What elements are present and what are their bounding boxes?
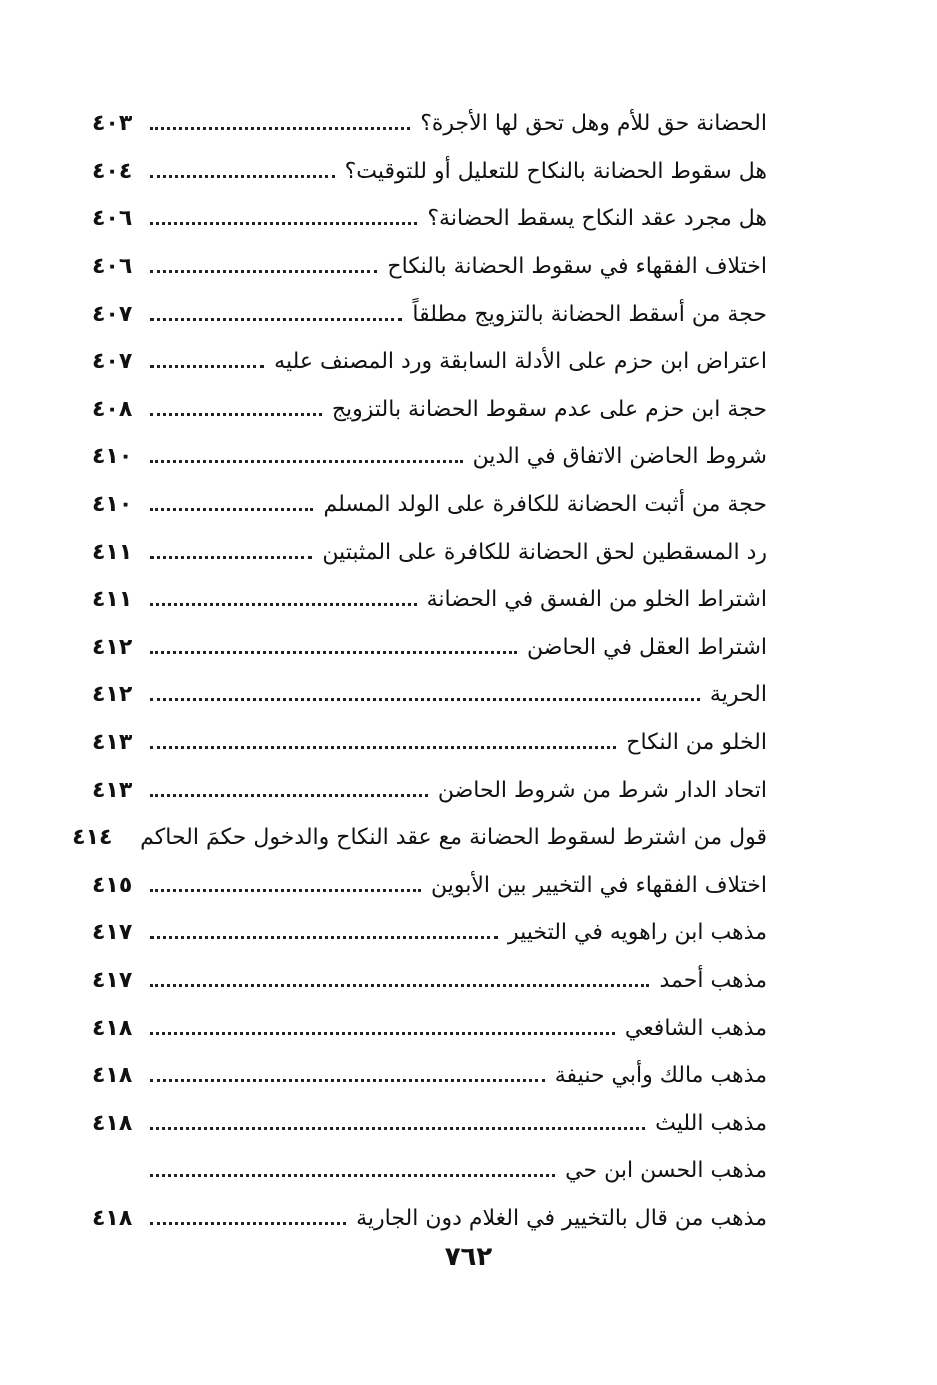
entry-page-number: ٤١١ [92, 539, 133, 565]
dot-leader [150, 1174, 555, 1177]
dot-leader [150, 270, 377, 273]
entry-page-number: ٤١٧ [92, 967, 133, 993]
entry-title: اشتراط العقل في الحاضن [527, 634, 767, 660]
entry-page-number: ٤١٢ [92, 682, 133, 708]
entry-title: حجة من أسقط الحضانة بالتزويج مطلقاً [412, 301, 767, 327]
page-number: ٧٦٢ [444, 1242, 493, 1272]
entry-page-number: ٤١٨ [92, 1063, 133, 1089]
toc-entry [92, 100, 767, 148]
toc-entry [92, 766, 767, 814]
dot-leader [150, 889, 421, 892]
entry-title: حجة من أثبت الحضانة للكافرة على الولد المسلم [323, 492, 767, 518]
toc-entry [92, 1099, 767, 1147]
entry-title: مذهب ابن راهويه في التخيير [507, 920, 767, 946]
table-of-contents [72, 100, 767, 1242]
entry-page-number: ٤١٤ [72, 825, 113, 851]
toc-entry [92, 433, 767, 481]
entry-page-number: ٤١٣ [92, 730, 133, 756]
entry-page-number: ٤١٥ [92, 872, 133, 898]
entry-title: اشتراط الخلو من الفسق في الحضانة [426, 587, 767, 613]
entry-title: هل مجرد عقد النكاح يسقط الحضانة؟ [427, 206, 767, 232]
dot-leader [150, 175, 335, 178]
entry-title: رد المسقطين لحق الحضانة للكافرة على المثبتين [322, 539, 767, 565]
toc-entry [92, 1195, 767, 1243]
toc-entry [92, 528, 767, 576]
entry-page-number: ٤١٣ [92, 777, 133, 803]
entry-title: اختلاف الفقهاء في سقوط الحضانة بالنكاح [387, 254, 767, 280]
dot-leader [150, 603, 417, 606]
dot-leader [150, 318, 402, 321]
dot-leader [150, 413, 322, 416]
entry-title: مذهب أحمد [659, 967, 767, 993]
entry-page-number: ٤١٨ [92, 1205, 133, 1231]
entry-page-number: ٤١٠ [92, 492, 133, 518]
entry-page-number: ٤٠٤ [92, 158, 133, 184]
toc-entry [92, 195, 767, 243]
entry-title: قول من اشترط لسقوط الحضانة مع عقد النكاح والدخول حكمَ الحاكم [140, 825, 767, 851]
toc-entry [92, 624, 767, 672]
entry-title: مذهب الشافعي [624, 1015, 767, 1041]
entry-title: مذهب الحسن ابن حي [565, 1158, 767, 1184]
entry-page-number: ٤٠٣ [92, 111, 133, 137]
entry-title: اعتراض ابن حزم على الأدلة السابقة ورد المصنف عليه [274, 349, 767, 375]
toc-entry [92, 386, 767, 434]
dot-leader [150, 746, 616, 749]
toc-entry [92, 957, 767, 1005]
toc-entry [92, 481, 767, 529]
dot-leader [150, 1127, 645, 1130]
entry-title: مذهب مالك وأبي حنيفة [554, 1063, 767, 1089]
toc-entry [92, 909, 767, 957]
toc-entry [92, 862, 767, 910]
dot-leader [150, 508, 313, 511]
dot-leader [150, 1079, 545, 1082]
dot-leader [150, 936, 498, 939]
entry-page-number: ٤١٧ [92, 920, 133, 946]
entry-title: اختلاف الفقهاء في التخيير بين الأبوين [431, 872, 767, 898]
dot-leader [150, 365, 264, 368]
toc-entry [92, 148, 767, 196]
dot-leader [150, 1032, 615, 1035]
entry-title: مذهب الليث [655, 1110, 767, 1136]
entry-page-number: ٤٠٦ [92, 206, 133, 232]
toc-entry [72, 814, 767, 862]
entry-title: مذهب من قال بالتخيير في الغلام دون الجارية [356, 1205, 767, 1231]
toc-entry [92, 290, 767, 338]
dot-leader [150, 127, 410, 130]
dot-leader [150, 794, 428, 797]
entry-page-number: ٤١٠ [92, 444, 133, 470]
toc-entry [92, 1004, 767, 1052]
entry-title: حجة ابن حزم على عدم سقوط الحضانة بالتزويج [331, 396, 767, 422]
entry-page-number: ٤٠٨ [92, 396, 133, 422]
entry-page-number: ٤١٨ [92, 1015, 133, 1041]
entry-title: شروط الحاضن الاتفاق في الدين [472, 444, 767, 470]
toc-entry [92, 338, 767, 386]
dot-leader [150, 651, 517, 654]
entry-title: الحضانة حق للأم وهل تحق لها الأجرة؟ [420, 111, 767, 137]
entry-title: اتحاد الدار شرط من شروط الحاضن [437, 777, 767, 803]
entry-title: هل سقوط الحضانة بالنكاح للتعليل أو للتوقيت؟ [344, 158, 767, 184]
dot-leader [150, 460, 463, 463]
dot-leader [150, 698, 700, 701]
toc-entry [92, 719, 767, 767]
toc-entry [92, 1052, 767, 1100]
dot-leader [150, 984, 649, 987]
dot-leader [150, 556, 312, 559]
entry-page-number: ٤١٨ [92, 1110, 133, 1136]
entry-title: الحرية [709, 682, 767, 708]
dot-leader [150, 1222, 346, 1225]
entry-page-number: ٤٠٦ [92, 254, 133, 280]
dot-leader [150, 222, 417, 225]
entry-title: الخلو من النكاح [626, 730, 767, 756]
toc-entry [92, 671, 767, 719]
entry-page-number: ٤٠٧ [92, 349, 133, 375]
toc-entry [92, 1147, 767, 1195]
entry-page-number: ٤١١ [92, 587, 133, 613]
toc-entry [92, 243, 767, 291]
entry-page-number: ٤٠٧ [92, 301, 133, 327]
entry-page-number: ٤١٢ [92, 634, 133, 660]
toc-entry [92, 576, 767, 624]
